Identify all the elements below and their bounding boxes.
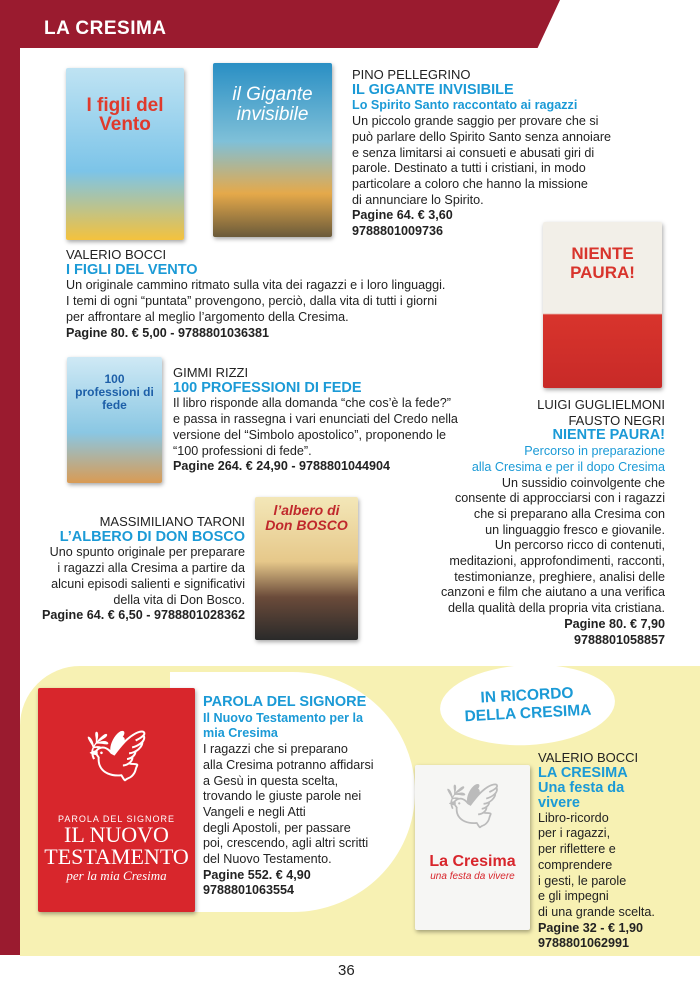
desc: versione del “Simbolo apostolico”, proponendo le <box>173 427 447 442</box>
title: 100 PROFESSIONI DI FEDE <box>173 379 362 396</box>
desc: trovando le giuste parole nei <box>203 789 362 804</box>
cover-gigante-invisibile: il Gigante invisibile <box>213 63 332 237</box>
title: PAROLA DEL SIGNORE <box>203 694 367 710</box>
price: Pagine 264. € 24,90 - 9788801044904 <box>173 459 391 474</box>
book-100-professioni <box>173 365 458 475</box>
subtitle: Lo Spirito Santo raccontato ai ragazzi <box>352 98 578 113</box>
side-strip <box>0 40 20 955</box>
desc: alla Cresima potranno affidarsi <box>203 757 374 772</box>
desc: meditazioni, approfondimenti, racconti, <box>449 554 665 569</box>
desc: canzoni e film che aiutano a una verifica <box>440 585 665 600</box>
title: LA CRESIMA <box>538 764 628 781</box>
badge-line: IN RICORDO <box>480 684 574 707</box>
desc: Uno spunto originale per preparare <box>49 545 245 560</box>
title: Una festa da <box>538 779 625 796</box>
desc: I temi di ogni “puntata” provengono, perciò, dalla vita di tutti i giorni <box>66 294 438 309</box>
desc: “100 professioni di fede”. <box>173 443 312 458</box>
desc: comprendere <box>538 857 613 872</box>
cover-100-professioni: 100 professioni di fede <box>67 357 162 483</box>
isbn: 9788801058857 <box>573 632 665 647</box>
book-albero-don-bosco <box>42 514 245 624</box>
dove-icon: 🕊 <box>84 728 149 784</box>
author: PINO PELLEGRINO <box>352 67 471 82</box>
desc: e passa in rassegna i vari enunciati del Credo nella <box>173 412 458 427</box>
desc: un linguaggio fresco e giovanile. <box>485 522 665 537</box>
desc: per riflettere e <box>538 842 616 857</box>
cover-niente-paura: NIENTE PAURA! <box>543 222 662 388</box>
desc: che si preparano alla Cresima con <box>473 506 665 521</box>
author: FAUSTO NEGRI <box>568 412 665 428</box>
cover-albero-don-bosco: l’albero di Don BOSCO <box>255 497 358 640</box>
desc: di annunciare lo Spirito. <box>352 192 484 207</box>
desc: Vangeli e negli Atti <box>203 804 306 819</box>
cover-figli-del-vento: I figli del Vento <box>66 68 184 240</box>
book-la-cresima <box>538 750 655 952</box>
desc: particolare a coloro che hanno la missione <box>352 176 588 191</box>
subtitle: Il Nuovo Testamento per la <box>203 710 364 725</box>
desc: Un piccolo grande saggio per provare che si <box>352 114 599 129</box>
desc: degli Apostoli, per passare <box>203 820 351 835</box>
title: vivere <box>538 794 580 811</box>
desc: può parlare dello Spirito Santo senza annoiare <box>352 129 612 144</box>
subtitle: alla Cresima e per il dopo Cresima <box>471 459 665 474</box>
author: LUIGI GUGLIELMONI <box>537 397 665 412</box>
desc: testimonianze, preghiere, analisi delle <box>454 569 665 584</box>
title: NIENTE PAURA! <box>552 427 665 444</box>
title: IL GIGANTE INVISIBILE <box>352 81 514 98</box>
dove-icon: 🕊 <box>444 782 501 831</box>
desc: poi, crescendo, agli altri scritti <box>203 836 369 851</box>
desc: per i ragazzi, <box>538 826 611 841</box>
price: Pagine 64. € 3,60 <box>352 208 453 223</box>
title: L’ALBERO DI DON BOSCO <box>59 528 245 545</box>
author: GIMMI RIZZI <box>173 365 249 380</box>
isbn: 9788801062991 <box>538 936 630 951</box>
price: Pagine 32 - € 1,90 <box>538 920 644 935</box>
subtitle: Percorso in preparazione <box>524 444 665 459</box>
desc: e gli impegni <box>538 889 609 904</box>
desc: della vita di Don Bosco. <box>113 592 245 607</box>
book-figli-del-vento <box>66 247 445 341</box>
desc: Un percorso ricco di contenuti, <box>494 538 665 553</box>
page-title: LA CRESIMA <box>44 18 167 39</box>
isbn: 9788801009736 <box>352 224 444 239</box>
desc: a Gesù in questa scelta, <box>203 773 339 788</box>
cover-parola-del-signore: 🕊 PAROLA DEL SIGNORE IL NUOVO TESTAMENTO per la mia Cresima <box>38 688 195 912</box>
desc: i ragazzi alla Cresima a partire da <box>57 561 245 576</box>
title: I FIGLI DEL VENTO <box>66 261 198 278</box>
author: VALERIO BOCCI <box>538 750 639 765</box>
desc: I ragazzi che si preparano <box>203 742 348 757</box>
desc: di una grande scelta. <box>538 904 655 919</box>
author: VALERIO BOCCI <box>66 247 167 262</box>
book-niente-paura <box>441 397 665 648</box>
desc: del Nuovo Testamento. <box>203 852 332 867</box>
author: MASSIMILIANO TARONI <box>99 514 245 529</box>
desc: per affrontare al meglio l’argomento della Cresima. <box>66 309 349 324</box>
isbn: 9788801063554 <box>203 883 295 898</box>
price: Pagine 80. € 7,90 <box>564 616 665 631</box>
desc: parole. Destinato a tutti i cristiani, in modo <box>352 161 586 176</box>
desc: Libro-ricordo <box>538 810 609 825</box>
desc: Un originale cammino ritmato sulla vita dei ragazzi e i loro linguaggi. <box>66 278 446 293</box>
page-number: 36 <box>338 962 355 979</box>
book-gigante-invisibile <box>352 67 611 240</box>
cover-la-cresima: 🕊 La Cresima una festa da vivere <box>415 765 530 930</box>
price: Pagine 552. € 4,90 <box>203 867 311 882</box>
badge-line: DELLA CRESIMA <box>464 701 592 726</box>
subtitle: mia Cresima <box>203 726 278 741</box>
desc: alcuni episodi salienti e significativi <box>51 576 245 591</box>
desc: Un sussidio coinvolgente che <box>501 475 665 490</box>
desc: i gesti, le parole <box>538 873 627 888</box>
price: Pagine 64. € 6,50 - 9788801028362 <box>41 608 245 623</box>
book-parola-del-signore <box>203 695 374 899</box>
desc: della qualità della propria vita cristiana. <box>447 601 665 616</box>
desc: e senza limitarsi ai consueti e abusati giri di <box>352 145 595 160</box>
desc: Il libro risponde alla domanda “che cos’è la fede?” <box>173 396 451 411</box>
price: Pagine 80. € 5,00 - 9788801036381 <box>66 325 270 340</box>
desc: consente di approcciarsi con i ragazzi <box>454 491 665 506</box>
